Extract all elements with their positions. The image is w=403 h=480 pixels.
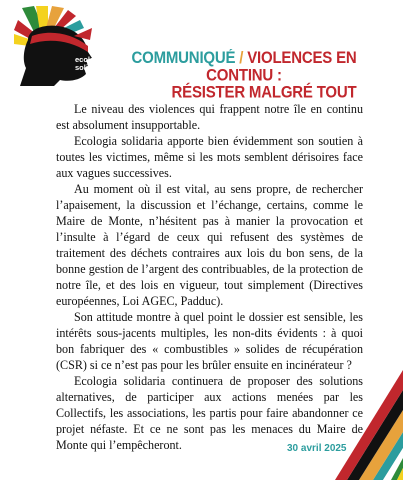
publication-date: 30 avril 2025	[287, 443, 347, 454]
communique-label: COMMUNIQUÉ	[131, 48, 236, 68]
paragraph: Ecologia solidaria apporte bien évidemment son soutien à toutes les victimes, même si les mots semblent dérisoires face aux vagues successives.	[56, 134, 363, 180]
ecologia-logo	[14, 6, 104, 88]
paragraph: Ecologia solidaria continuera de proposer des solutions alternatives, de participer aux actions menées par les Collectifs, les associations, les partis pour faire abandonner ce projet néfaste. Et ce ne sont pas les menaces du Maire de Monte qui l’empêcheront.	[56, 374, 363, 452]
paragraph: Son attitude montre à quel point le dossier est sensible, les intérêts sous-jacents multiples, les non-dits évidents : à quoi bon fabriquer des « combustibles » solides de récupération (CSR) si ce n’est pas pour les brûler ensuite en incinérateur ?	[56, 310, 363, 372]
logo-line-1: ecologia	[75, 55, 106, 64]
page-title	[116, 50, 372, 102]
paragraph: Le niveau des violences qui frappent notre île en continu est absolument insupportable.	[56, 102, 363, 132]
diagonal-stripes-icon	[303, 370, 403, 480]
bandana-face-icon	[14, 6, 104, 88]
paragraph: Au moment où il est vital, au sens propre, de rechercher l’apaisement, la discussion et l’échange, certains, comme le Maire de Monte, n’hésitent pas à manier la provocation et l’insulte à l’égard de ceux qui refusent des systèmes de traitement des déchets contraires aux lois du bon sens, de la bonne gestion de l’argent des contribuables, de la protection de notre île, et des lois en vigueur, tout simplement (Directives européennes, Loi AGEC, Padduc).	[56, 182, 363, 308]
title-separator: /	[235, 48, 248, 68]
logo-line-2: solidaria	[75, 63, 106, 72]
title-line-2: RÉSISTER MALGRÉ TOUT	[171, 83, 357, 102]
title-line-1: VIOLENCES EN CONTINU :	[206, 48, 357, 85]
